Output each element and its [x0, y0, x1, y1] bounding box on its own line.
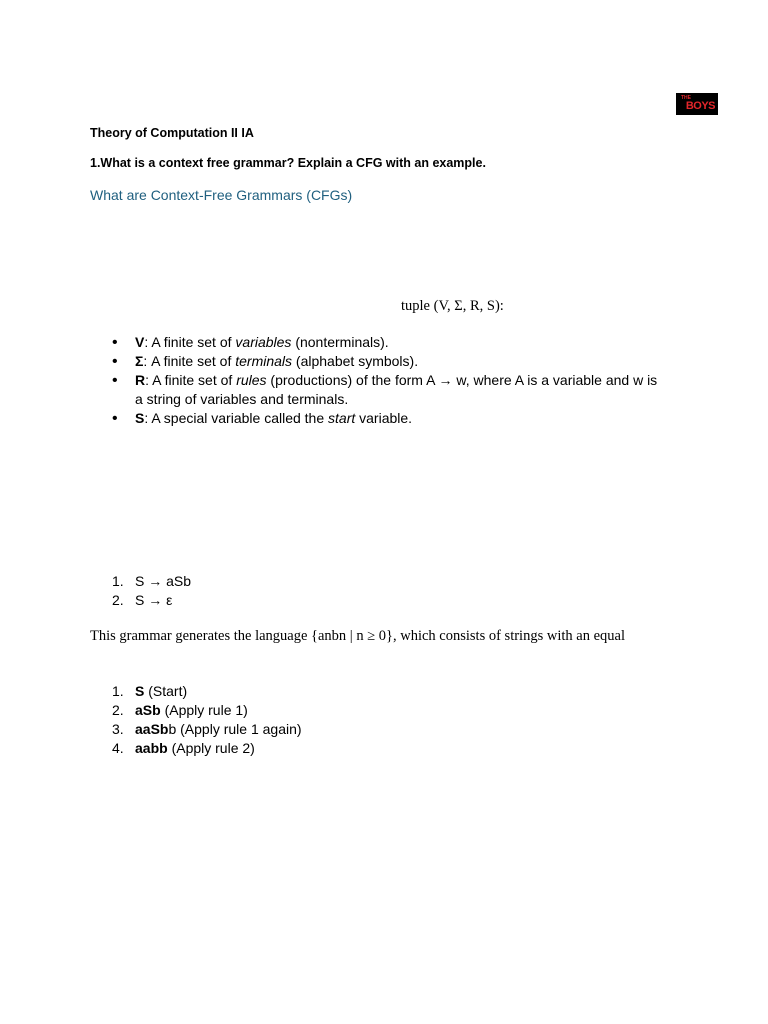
- list-number: 1.: [112, 683, 124, 699]
- def-text: variable.: [355, 410, 413, 426]
- def-key: R: [135, 372, 146, 388]
- bullet-icon: •: [112, 353, 118, 370]
- derivation-step: aSb: [135, 702, 161, 718]
- def-emphasis: variables: [235, 334, 292, 350]
- question-line: 1.What is a context free grammar? Explain a CFG with an example.: [90, 156, 486, 170]
- def-text: : A finite set of: [144, 334, 236, 350]
- bullet-icon: •: [112, 334, 118, 351]
- list-number: 2.: [112, 702, 124, 718]
- boys-logo: [676, 93, 718, 115]
- def-emphasis: start: [328, 410, 356, 426]
- rule-text: S → ε: [135, 592, 173, 608]
- derivation-step: aaSb: [135, 721, 169, 737]
- derivation-list: [90, 682, 690, 758]
- list-item: [90, 682, 690, 701]
- def-emphasis: rules: [236, 372, 267, 388]
- list-number: 4.: [112, 740, 124, 756]
- list-item: [90, 720, 690, 739]
- derivation-note: (Apply rule 1): [160, 702, 248, 718]
- def-text: (productions) of the form A → w, where A is a variable and w is: [266, 372, 658, 388]
- def-continuation: a string of variables and terminals.: [135, 391, 349, 407]
- bullet-icon: •: [112, 410, 118, 427]
- derivation-note: (Start): [144, 683, 188, 699]
- def-emphasis: terminals: [235, 353, 293, 369]
- def-key: V: [135, 334, 145, 350]
- def-text: : A finite set of: [143, 353, 236, 369]
- list-item: [90, 371, 690, 409]
- list-item: [90, 352, 690, 371]
- def-text: : A special variable called the: [144, 410, 329, 426]
- language-line: This grammar generates the language {anbn | n ≥ 0}, which consists of strings with an equal: [90, 628, 625, 644]
- derivation-step: S: [135, 683, 145, 699]
- def-text: : A finite set of: [145, 372, 237, 388]
- def-key: S: [135, 410, 145, 426]
- section-heading: What are Context-Free Grammars (CFGs): [90, 187, 353, 203]
- bullet-icon: •: [112, 372, 118, 389]
- def-text: (nonterminals).: [291, 334, 389, 350]
- list-item: [90, 572, 690, 591]
- logo-top-text: THE: [681, 95, 691, 101]
- def-key: Σ: [135, 353, 144, 369]
- list-number: 3.: [112, 721, 124, 737]
- rule-text: S → aSb: [135, 573, 192, 589]
- derivation-note: (Apply rule 2): [167, 740, 255, 756]
- list-item: [90, 701, 690, 720]
- list-item: [90, 591, 690, 610]
- list-number: 2.: [112, 592, 124, 608]
- document-title: Theory of Computation II IA: [90, 126, 254, 140]
- def-text: (alphabet symbols).: [292, 353, 419, 369]
- tuple-line: tuple (V, Σ, R, S):: [401, 298, 504, 314]
- list-item: [90, 333, 690, 352]
- rules-list: [90, 572, 690, 610]
- logo-main-text: BOYS: [685, 100, 715, 112]
- definition-list: [90, 333, 690, 428]
- list-item: [90, 739, 690, 758]
- derivation-note: b (Apply rule 1 again): [168, 721, 302, 737]
- list-number: 1.: [112, 573, 124, 589]
- list-item: [90, 409, 690, 428]
- derivation-step: aabb: [135, 740, 168, 756]
